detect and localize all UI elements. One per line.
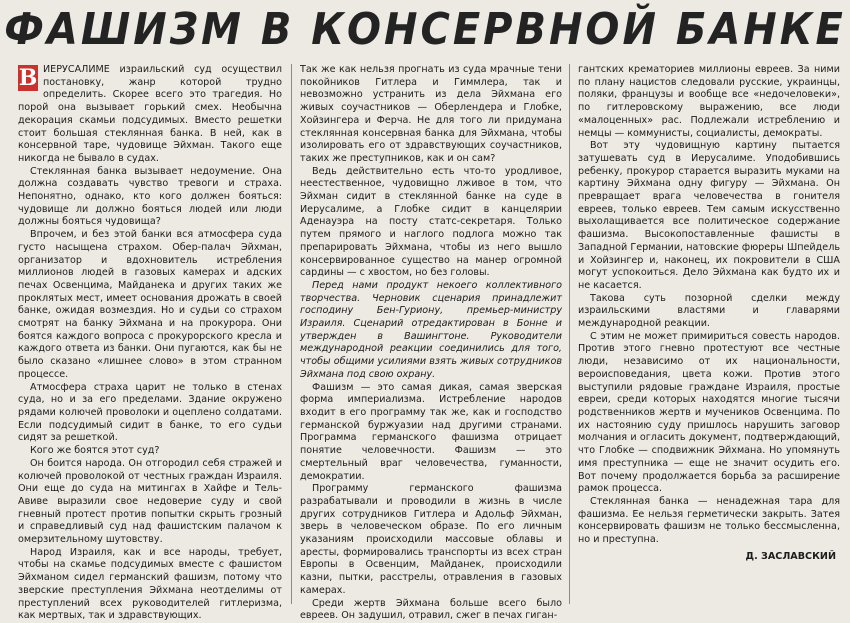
paragraph: Перед нами продукт некоего коллективного творчества. Черновик сценария принадлежит господину Бен-Гуриону, премьер-министру Израиля. Сценарий отредактирован в Бонне и утвержден в Вашингтоне. Руководители международной реакции соединились для того, чтобы общими усилиями взять живых сотрудников Эйхмана под свою охрану.: [300, 279, 562, 380]
paragraph: Впрочем, и без этой банки вся атмосфера суда густо насыщена страхом. Обер-палач Эйхман, организатор и вдохновитель истребления миллионов людей в газовых камерах и адских печах Освенцима, Майданека и других таких же проклятых мест, имеет основания дрожать в своей банке, ожидая возмездия. Но и судьи со страхом смотрят на банку Эйхмана и на прокурора. Они боятся каждого вопроса с прокурорского кресла и каждого ответа из банки. Они пугаются, как бы не было сказано «лишнее слово» в этом странном процессе.: [18, 229, 282, 380]
paragraph: Такова суть позорной сделки между израильскими властями и главарями международной реакции.: [578, 292, 840, 330]
article-column-2: [300, 64, 562, 622]
paragraph: Кого же боятся этот суд?: [30, 445, 160, 457]
paragraph: гантских крематориев миллионы евреев. За ними по плану нацистов следовали русские, украинцы, поляки, французы и вообще все «недочеловеки», по гитлеровскому выражению, все люди «малоценных» рас. Подлежали истреблению и немцы — коммунисты, социалисты, демократы.: [578, 64, 840, 139]
paragraph: Среди жертв Эйхмана больше всего было евреев. Он задушил, отравил, сжег в печах гиган-: [300, 597, 562, 622]
paragraph: Он боится народа. Он отгородил себя стражей и колючей проволокой от честных граждан Израиля. Они еще до суда на митингах в Хайфе и Тель-Авиве выразили свое недоверие суду и свой гневный протест против попытки скрыть грозный и справедливый суд над фашистским палачом к омерзительному шутовству.: [18, 457, 282, 546]
article-headline: ФАШИЗМ В КОНСЕРВНОЙ БАНКЕ: [4, 5, 846, 55]
author-signature: Д. ЗАСЛАВСКИЙ: [745, 550, 836, 562]
paragraph: Атмосфера страха царит не только в стенах суда, но и за его пределами. Здание окружено рядами колючей проволоки и оцеплено солдатами. Если подсудимый сидит в банке, то его судьи сидят за решеткой.: [18, 381, 282, 444]
paragraph: В ИЕРУСАЛИМЕ израильский суд осуществил постановку, жанр которой трудно определить. Скорее всего это трагедия. Но порой она вызывает горький смех. Необычна декорация скамьи подсудимых. Вместо решетки стоит большая стеклянная банка. В ней, как в консервной таре, чудовище Эйхман. Такого еще никогда не бывало в судах.: [18, 64, 282, 164]
article-column-3: [578, 64, 840, 610]
column-divider: [569, 64, 570, 604]
paragraph: Стеклянная банка вызывает недоумение. Она должна создавать чувство тревоги и страха. Непонятно, однако, кто кого должен бояться: чудовище ли должно бояться людей или люди должны бояться чудовища?: [18, 165, 282, 228]
drop-cap: В: [18, 65, 38, 91]
paragraph: Народ Израиля, как и все народы, требует, чтобы на скамье подсудимых вместе с фашистом Эйхманом сидел германский фашизм, потому что зверские преступления Эйхмана неотделимы от преступлений всех руководителей гитлеризма, как мертвых, так и здравствующих.: [18, 546, 282, 622]
paragraph: С этим не может примириться совесть народов. Против этого гневно протестуют все честные люди, независимо от их национальности, вероисповедания, цвета кожи. Против этого выступили рядовые граждане Израиля, простые евреи, среди которых находятся многие тысячи родственников жертв и мучеников Освенцима. По их настоянию суду пришлось нарушить заговор молчания и огласить документ, подтверждающий, что Глобке — сподвижник Эйхмана. Но упомянуть имя преступника — еще не значит осудить его. Вот почему продолжается борьба за расширение рамок процесса.: [578, 330, 840, 495]
paragraph: Фашизм — это самая дикая, самая зверская форма империализма. Истребление народов входит в его программу так же, как и господство германской буржуазии над другими странами. Программа германского фашизма отрицает понятие человечности. Фашизм — это смертельный враг человечества, гуманности, демократии.: [300, 381, 562, 482]
article-column-1: [18, 64, 282, 622]
column-divider: [291, 64, 292, 604]
paragraph: Вот эту чудовищную картину пытается затушевать суд в Иерусалиме. Уподобившись ребенку, прокурор старается выразить муками на картину Эйхмана одну фигуру — Эйхмана. Он превращает врага человечества в гонителя евреев, только евреев. Тем самым искусственно выхолащивается все политическое содержание фашизма. Высокопоставленные фашисты в Западной Германии, натовские фюреры Шпейдель и Хойзингер и, наконец, их покровители в США могут успокоиться. Дело Эйхмана как будто их и не касается.: [578, 140, 840, 291]
paragraph: Программу германского фашизма разрабатывали и проводили в жизнь в числе других сотрудников Гитлера и Адольф Эйхман, зверь в человеческом образе. По его личным указаниям происходили массовые облавы и аресты, формировались транспорты из всех стран Европы в Освенцим, Майданек, происходили казни, пытки, расстрелы, отравления в газовых камерах.: [300, 483, 562, 596]
paragraph: Стеклянная банка — ненадежная тара для фашизма. Ее нельзя герметически закрыть. Затея консервировать фашизм не только бессмысленна, но и преступна.: [578, 495, 840, 546]
paragraph: Так же как нельзя прогнать из суда мрачные тени покойников Гитлера и Гиммлера, так и невозможно устранить из дела Эйхмана его живых соучастников — Оберлендера и Глобке, Хойзингера и Ферча. Не для того ли придумана стеклянная консервная банка для Эйхмана, чтобы изолировать его от здравствующих соучастников, таких же преступников, как и он сам?: [300, 64, 562, 164]
paragraph: Ведь действительно есть что-то уродливое, неестественное, чудовищно лживое в том, что Эйхман сидит в стеклянной банке на суде в Иерусалиме, а Глобке сидит в канцелярии Аденауэра на посту статс-секретаря. Только путем прямого и наглого подлога можно так препарировать Эйхмана, чтобы из него вышло консервированное существо на манер огромной сардины — с хвостом, но без головы.: [300, 165, 562, 279]
